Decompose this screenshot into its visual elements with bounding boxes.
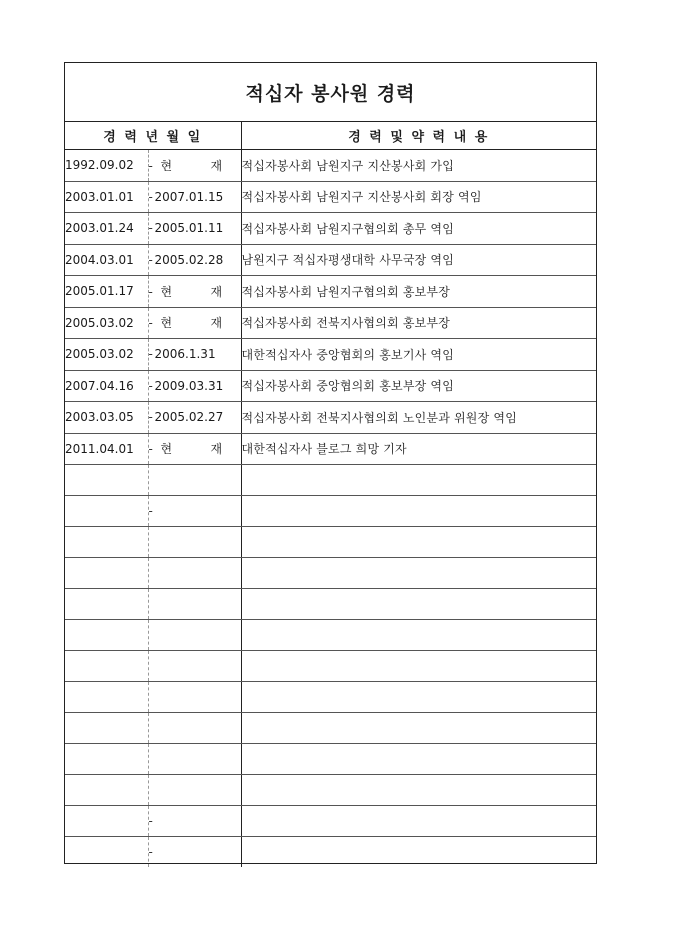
end-date-cell	[148, 181, 241, 213]
description-cell	[241, 589, 596, 620]
table-row	[65, 837, 596, 868]
end-date-cell	[148, 213, 241, 245]
table-row	[65, 744, 596, 775]
description-cell	[241, 465, 596, 496]
present-label-b: 재	[210, 284, 223, 299]
table-row	[65, 558, 596, 589]
present-label-b: 재	[210, 442, 223, 457]
table-row	[65, 589, 596, 620]
end-date-cell	[148, 244, 241, 276]
description-cell	[241, 775, 596, 806]
present-label-b: 재	[210, 158, 223, 173]
end-date: 2006.1.31	[154, 347, 216, 362]
start-date-cell: 2005.03.02	[65, 307, 148, 339]
end-date-cell	[148, 620, 241, 651]
start-date-cell	[65, 527, 148, 558]
start-date-cell	[65, 589, 148, 620]
table-row	[65, 527, 596, 558]
range-dash: -	[148, 221, 153, 236]
end-date-cell	[148, 496, 241, 527]
end-date-cell	[148, 713, 241, 744]
end-date: 2009.03.31	[154, 378, 224, 393]
table-row	[65, 370, 596, 402]
table-row	[65, 713, 596, 744]
end-date: 2005.02.27	[154, 410, 224, 425]
description-cell	[241, 620, 596, 651]
table-row	[65, 150, 596, 182]
start-date-cell	[65, 651, 148, 682]
title-box	[65, 63, 596, 122]
end-date: 2005.02.28	[154, 252, 224, 267]
end-date-cell	[148, 682, 241, 713]
description-cell: 대한적십자사 중앙협회의 홍보기사 역임	[241, 339, 596, 371]
table-row	[65, 682, 596, 713]
start-date-cell: 2003.01.01	[65, 181, 148, 213]
start-date-cell: 2005.03.02	[65, 339, 148, 371]
table-row	[65, 651, 596, 682]
description-cell: 적십자봉사회 전북지사협의회 노인분과 위원장 역임	[241, 402, 596, 434]
description-cell	[241, 558, 596, 589]
end-date-cell	[148, 433, 241, 465]
header-period: 경 력 년 월 일	[65, 121, 241, 150]
end-date-cell	[148, 558, 241, 589]
start-date-cell: 2004.03.01	[65, 244, 148, 276]
start-date-cell	[65, 465, 148, 496]
table-row	[65, 775, 596, 806]
range-dash: -	[148, 189, 153, 204]
end-date: 2007.01.15	[154, 189, 224, 204]
end-date-cell	[148, 402, 241, 434]
description-cell	[241, 744, 596, 775]
description-cell	[241, 713, 596, 744]
description-cell	[241, 806, 596, 837]
range-dash: -	[148, 284, 153, 299]
description-cell: 남원지구 적십자평생대학 사무국장 역임	[241, 244, 596, 276]
end-date-cell	[148, 370, 241, 402]
start-date-cell	[65, 496, 148, 527]
start-date-cell: 2007.04.16	[65, 370, 148, 402]
start-date-cell	[65, 620, 148, 651]
end-date-cell	[148, 806, 241, 837]
start-date-cell: 1992.09.02	[65, 150, 148, 182]
range-dash: -	[148, 252, 153, 267]
start-date-cell	[65, 682, 148, 713]
description-cell: 적십자봉사회 전북지사협의회 홍보부장	[241, 307, 596, 339]
end-date-cell	[148, 339, 241, 371]
range-dash: -	[148, 378, 153, 393]
range-dash: -	[148, 504, 153, 518]
career-sheet	[64, 62, 597, 864]
end-date-cell	[148, 775, 241, 806]
start-date-cell	[65, 744, 148, 775]
start-date-cell: 2003.01.24	[65, 213, 148, 245]
start-date-cell	[65, 713, 148, 744]
description-cell	[241, 651, 596, 682]
header-description: 경 력 및 약 력 내 용	[241, 121, 596, 150]
table-row	[65, 465, 596, 496]
description-cell: 적십자봉사회 중앙협의회 홍보부장 역임	[241, 370, 596, 402]
present-label-a: 현	[160, 158, 173, 173]
table-row	[65, 213, 596, 245]
description-cell: 대한적십자사 블로그 희망 기자	[241, 433, 596, 465]
description-cell: 적십자봉사회 남원지구 지산봉사회 가입	[241, 150, 596, 182]
present-label-a: 현	[160, 316, 173, 331]
table-row	[65, 339, 596, 371]
header-row	[65, 121, 596, 150]
table-row	[65, 307, 596, 339]
table-row	[65, 181, 596, 213]
table-row	[65, 496, 596, 527]
end-date-cell	[148, 651, 241, 682]
table-row	[65, 806, 596, 837]
present-label-a: 현	[160, 284, 173, 299]
table-row	[65, 244, 596, 276]
range-dash: -	[148, 410, 153, 425]
start-date-cell: 2011.04.01	[65, 433, 148, 465]
range-dash: -	[148, 845, 153, 859]
present-label-b: 재	[210, 316, 223, 331]
table-row	[65, 433, 596, 465]
description-cell: 적십자봉사회 남원지구협의회 홍보부장	[241, 276, 596, 308]
start-date-cell	[65, 558, 148, 589]
range-dash: -	[148, 814, 153, 828]
range-dash: -	[148, 442, 153, 457]
description-cell	[241, 527, 596, 558]
table-row	[65, 402, 596, 434]
start-date-cell	[65, 775, 148, 806]
start-date-cell	[65, 806, 148, 837]
start-date-cell: 2005.01.17	[65, 276, 148, 308]
range-dash: -	[148, 158, 153, 173]
career-table	[65, 121, 596, 867]
end-date-cell	[148, 465, 241, 496]
description-cell: 적십자봉사회 남원지구 지산봉사회 회장 역임	[241, 181, 596, 213]
page-title: 적십자 봉사원 경력	[245, 82, 416, 105]
end-date-cell	[148, 150, 241, 182]
description-cell	[241, 837, 596, 868]
end-date-cell	[148, 527, 241, 558]
end-date-cell	[148, 744, 241, 775]
description-cell	[241, 682, 596, 713]
table-body	[65, 150, 596, 868]
table-row	[65, 276, 596, 308]
range-dash: -	[148, 347, 153, 362]
present-label-a: 현	[160, 442, 173, 457]
end-date-cell	[148, 307, 241, 339]
start-date-cell: 2003.03.05	[65, 402, 148, 434]
range-dash: -	[148, 316, 153, 331]
end-date: 2005.01.11	[154, 221, 224, 236]
end-date-cell	[148, 589, 241, 620]
table-row	[65, 620, 596, 651]
end-date-cell	[148, 276, 241, 308]
description-cell	[241, 496, 596, 527]
end-date-cell	[148, 837, 241, 868]
start-date-cell	[65, 837, 148, 868]
description-cell: 적십자봉사회 남원지구협의회 총무 역임	[241, 213, 596, 245]
